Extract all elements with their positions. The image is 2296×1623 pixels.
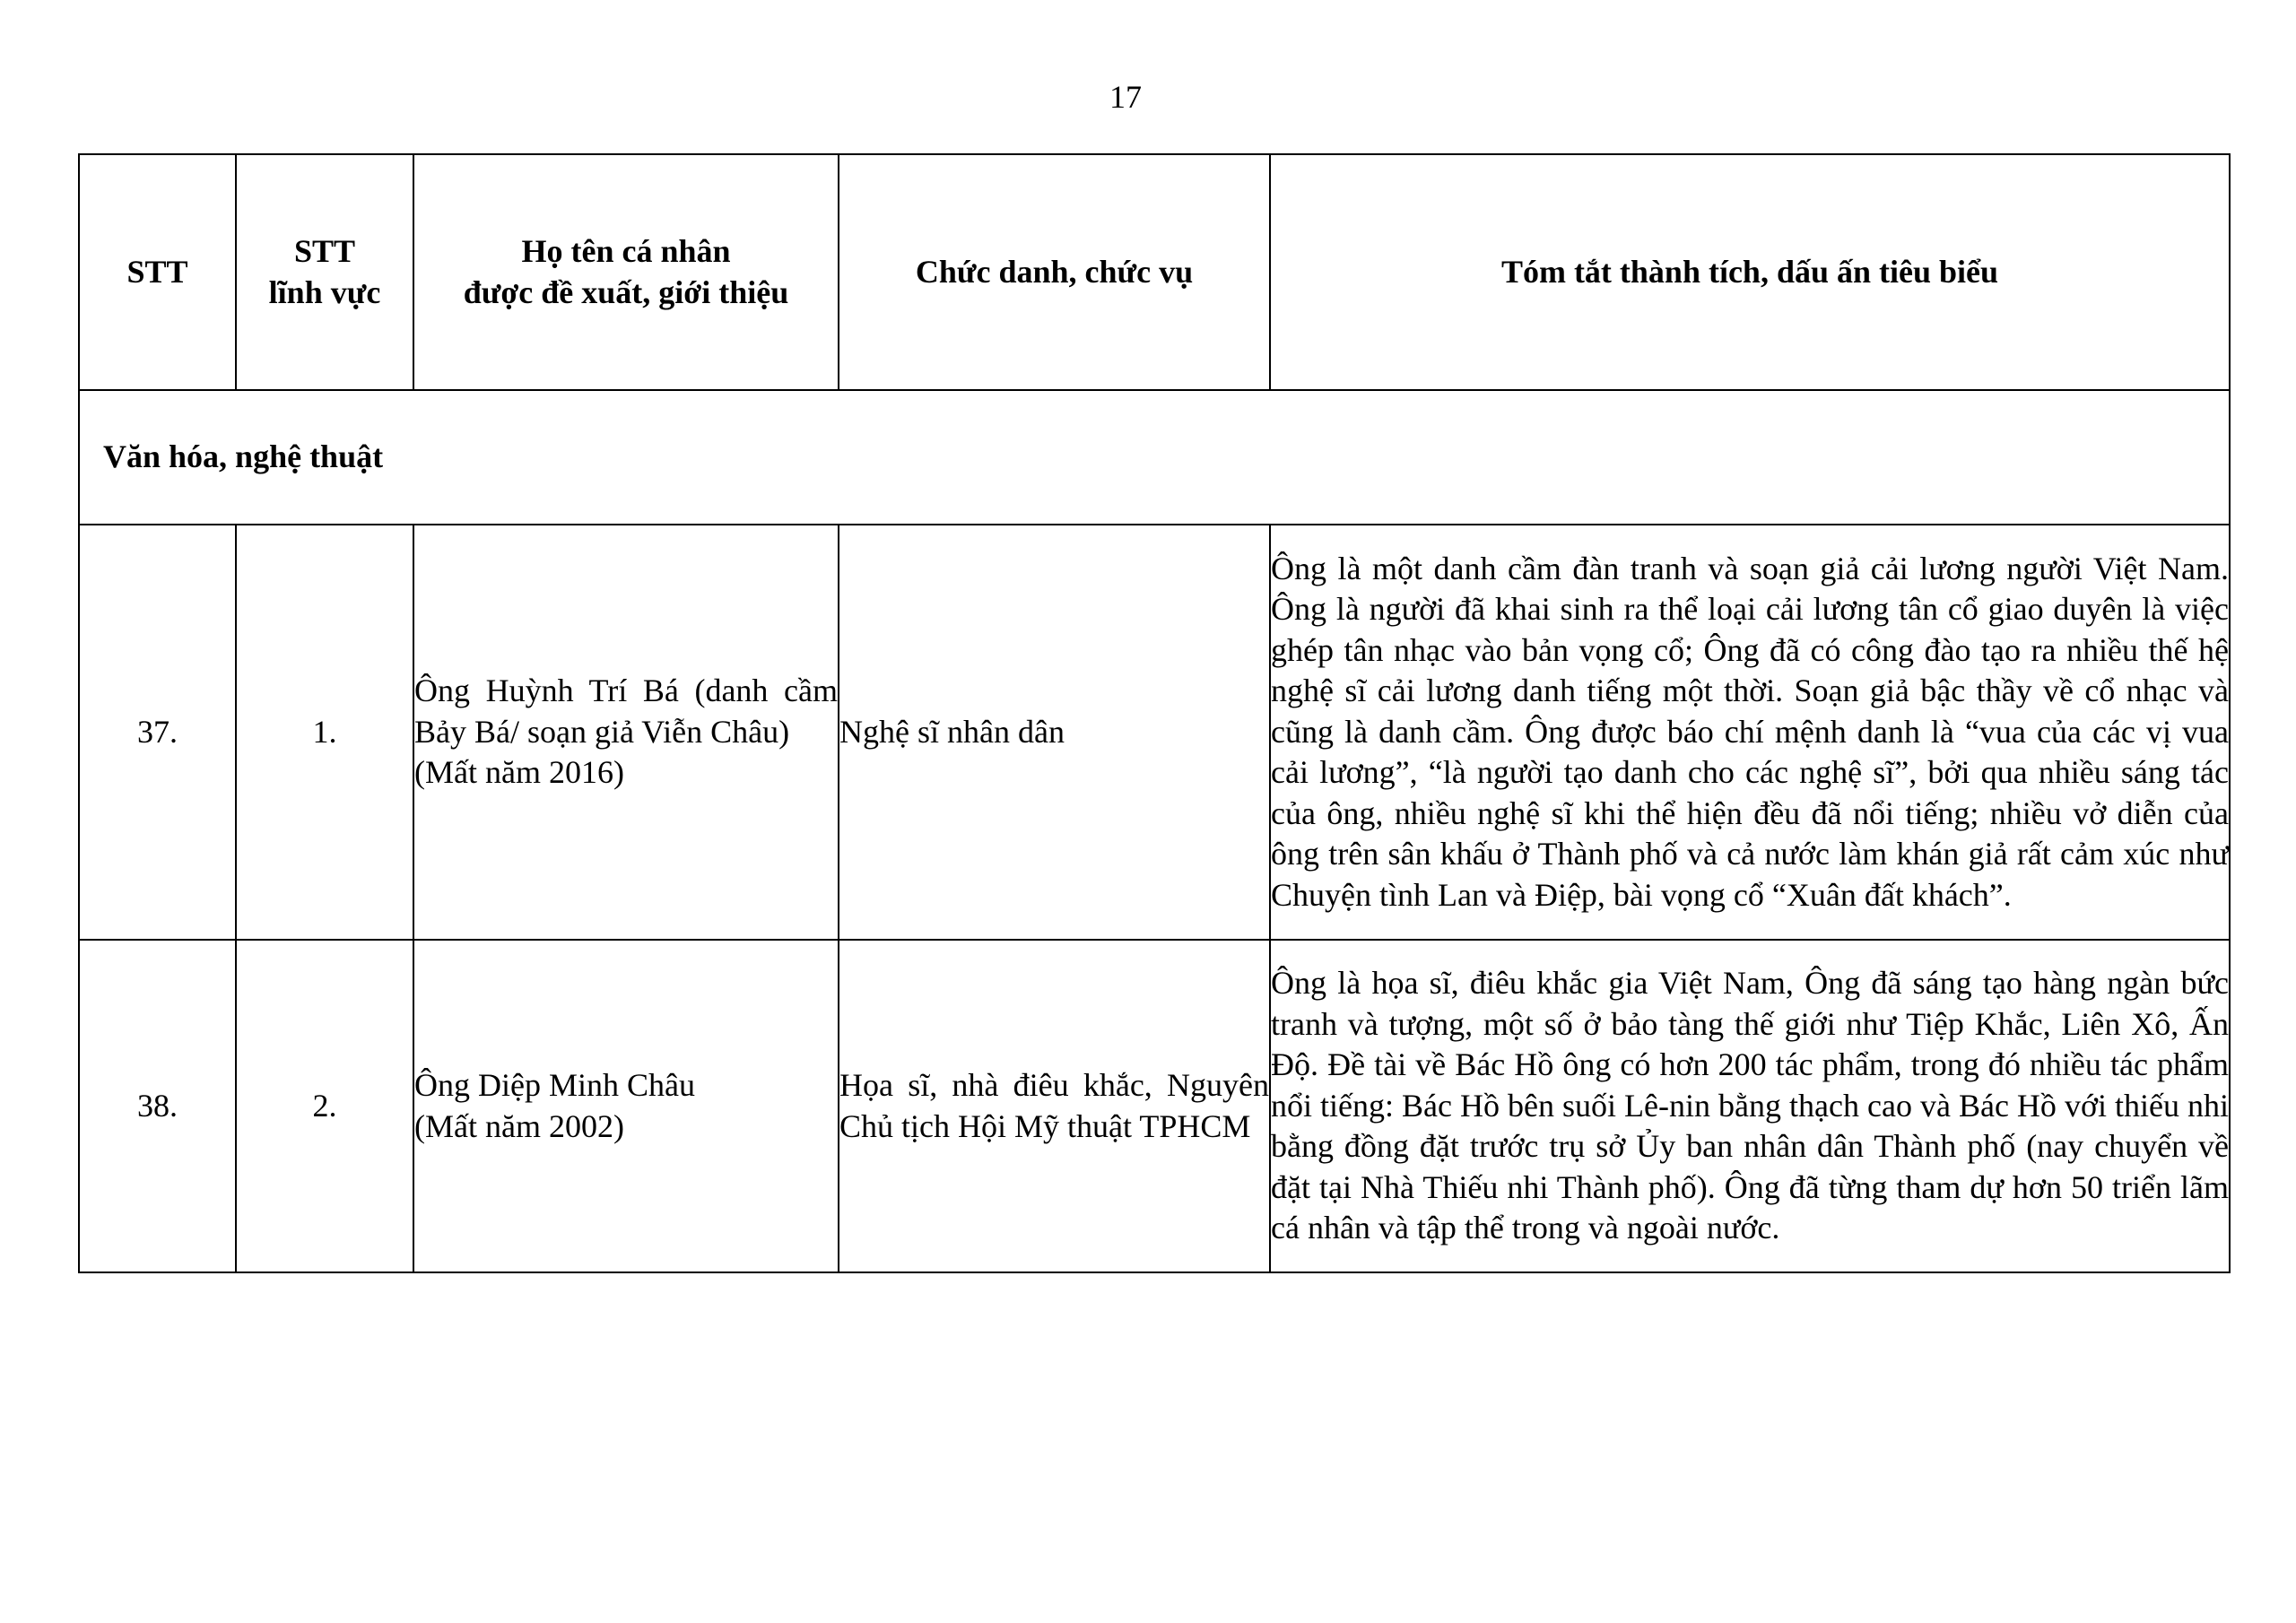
row-stt: 37. xyxy=(79,525,236,940)
table-header-row xyxy=(79,154,2230,390)
row-stt: 38. xyxy=(79,940,236,1272)
page-number: 17 xyxy=(1109,79,1142,115)
row-stt-field: 2. xyxy=(236,940,413,1272)
row-died: (Mất năm 2002) xyxy=(414,1107,624,1144)
row-stt-field: 1. xyxy=(236,525,413,940)
section-row xyxy=(79,390,2230,525)
table-row xyxy=(79,525,2230,940)
header-name-line1: Họ tên cá nhân xyxy=(521,233,731,269)
header-stt-field xyxy=(236,154,413,390)
row-title: Họa sĩ, nhà điêu khắc, Nguyên Chủ tịch Hội Mỹ thuật TPHCM xyxy=(839,940,1270,1272)
header-stt-field-line2: lĩnh vực xyxy=(268,273,381,310)
section-title: Văn hóa, nghệ thuật xyxy=(79,390,2230,525)
header-summary: Tóm tắt thành tích, dấu ấn tiêu biểu xyxy=(1270,154,2230,390)
header-stt-field-line1: STT xyxy=(293,233,356,269)
row-name-cell xyxy=(413,525,839,940)
header-title: Chức danh, chức vụ xyxy=(839,154,1270,390)
row-died: (Mất năm 2016) xyxy=(414,754,624,791)
header-name xyxy=(413,154,839,390)
row-name: Ông Diệp Minh Châu xyxy=(414,1067,695,1103)
row-summary: Ông là một danh cầm đàn tranh và soạn giả cải lương người Việt Nam. Ông là người đã khai sinh ra thể loại cải lương tân cổ giao duyên là việc ghép tân nhạc vào bản vọng cổ; Ông đã có công đào tạo ra nhiều thế hệ nghệ sĩ cải lương danh tiếng một thời. Soạn giả bậc thầy về cổ nhạc và cũng là danh cầm. Ông được báo chí mệnh danh là “vua của các vị vua cải lương”, “là người tạo danh cho các nghệ sĩ”, bởi qua nhiều sáng tác của ông, nhiều nghệ sĩ khi thể hiện đều đã nổi tiếng; nhiều vở diễn của ông trên sân khấu ở Thành phố và cả nước làm khán giả rất cảm xúc như Chuyện tình Lan và Điệp, bài vọng cổ “Xuân đất khách”. xyxy=(1270,525,2230,940)
nominee-table xyxy=(78,153,2231,1273)
row-title: Nghệ sĩ nhân dân xyxy=(839,525,1270,940)
row-name: Ông Huỳnh Trí Bá (danh cầm Bảy Bá/ soạn giả Viễn Châu) xyxy=(414,673,838,750)
table-row xyxy=(79,940,2230,1272)
row-summary: Ông là họa sĩ, điêu khắc gia Việt Nam, Ông đã sáng tạo hàng ngàn bức tranh và tượng, một số ở bảo tàng thế giới như Tiệp Khắc, Liên Xô, Ấn Độ. Đề tài về Bác Hồ ông có hơn 200 tác phẩm, trong đó nhiều tác phẩm nổi tiếng: Bác Hồ bên suối Lê-nin bằng thạch cao và Bác Hồ với thiếu nhi bằng đồng đặt trước trụ sở Ủy ban nhân dân Thành phố (nay chuyển về đặt tại Nhà Thiếu nhi Thành phố). Ông đã từng tham dự hơn 50 triển lãm cá nhân và tập thể trong và ngoài nước. xyxy=(1270,940,2230,1272)
header-name-line2: được đề xuất, giới thiệu xyxy=(463,273,789,310)
row-name-cell xyxy=(413,940,839,1272)
header-stt: STT xyxy=(79,154,236,390)
